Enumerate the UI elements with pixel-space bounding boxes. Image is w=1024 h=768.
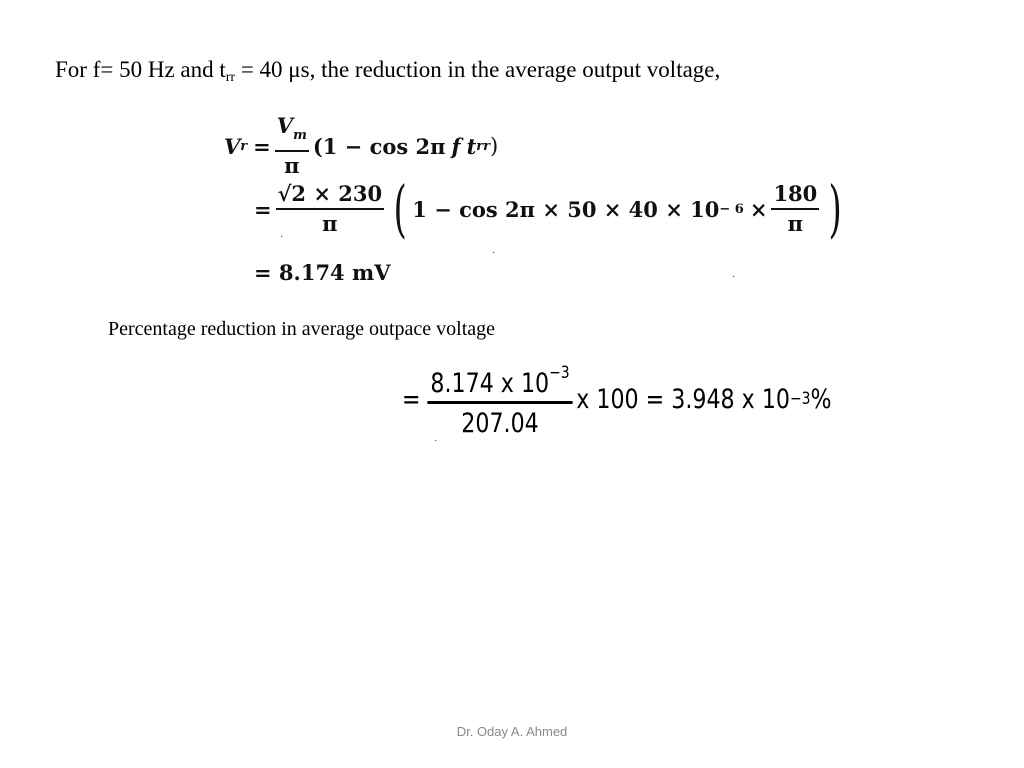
numerator-8174: 8.174 x 10: [430, 368, 550, 399]
cos-expansion: 1 − cos 2π × 50 × 40 × 10: [412, 196, 720, 222]
intro-text-part1: For f= 50 Hz and t: [55, 57, 226, 82]
equation-percentage: [402, 356, 832, 442]
equals-sign: =: [253, 133, 271, 159]
numerator-vm: V: [276, 113, 294, 138]
times-sign: ×: [749, 196, 768, 222]
footer-author: Dr. Oday A. Ahmed: [456, 724, 568, 739]
fraction-8174-over-20704: [427, 356, 573, 442]
result-value: = 8.174 mV: [254, 260, 391, 285]
time-symbol: t: [466, 133, 477, 159]
lhs-subscript: r: [240, 138, 248, 154]
exponent-minus-6: − 6: [719, 201, 744, 217]
product-and-result: x 100 = 3.948 x 10: [576, 383, 791, 415]
time-subscript: rr: [476, 138, 490, 154]
fraction-vm-over-pi: [275, 114, 309, 178]
equals-sign: =: [254, 196, 272, 222]
intro-paragraph: [55, 55, 831, 85]
numerator-subscript: m: [293, 128, 307, 143]
closing-paren: ): [489, 134, 499, 158]
fraction-root2-230-over-pi: [276, 182, 384, 236]
lhs-variable: V: [224, 133, 241, 159]
equals-sign: =: [402, 383, 421, 415]
scan-dot: ·: [280, 232, 284, 243]
equation-line-1: [224, 114, 498, 178]
frequency-symbol: f: [451, 133, 461, 159]
big-right-paren: ): [828, 172, 843, 245]
denominator-pi: π: [322, 211, 338, 236]
numerator-exponent: −3: [549, 363, 570, 383]
big-left-paren: (: [393, 172, 407, 245]
result-exponent: −3: [790, 389, 811, 409]
equation-line-2: [254, 172, 847, 245]
fraction-180-over-pi: [771, 182, 819, 236]
cos-term: (1 − cos 2π: [312, 133, 446, 159]
numerator-180: 180: [771, 182, 819, 210]
equation-line-3: [254, 260, 391, 285]
scan-dot: ·: [732, 272, 736, 283]
denominator-pi: π: [284, 153, 300, 178]
percentage-label: Percentage reduction in average outpace voltage: [108, 318, 496, 340]
scan-dot: ·: [434, 436, 438, 447]
percent-sign: %: [810, 383, 832, 415]
intro-subscript: rr: [225, 70, 236, 85]
numerator-root2-230: √2 × 230: [276, 182, 384, 210]
denominator-pi: π: [787, 211, 804, 236]
denominator-20704: 207.04: [461, 408, 539, 439]
intro-text-part2: = 40 μs, the reduction in the average output voltage,: [235, 57, 721, 82]
scan-dot: ·: [492, 248, 496, 259]
